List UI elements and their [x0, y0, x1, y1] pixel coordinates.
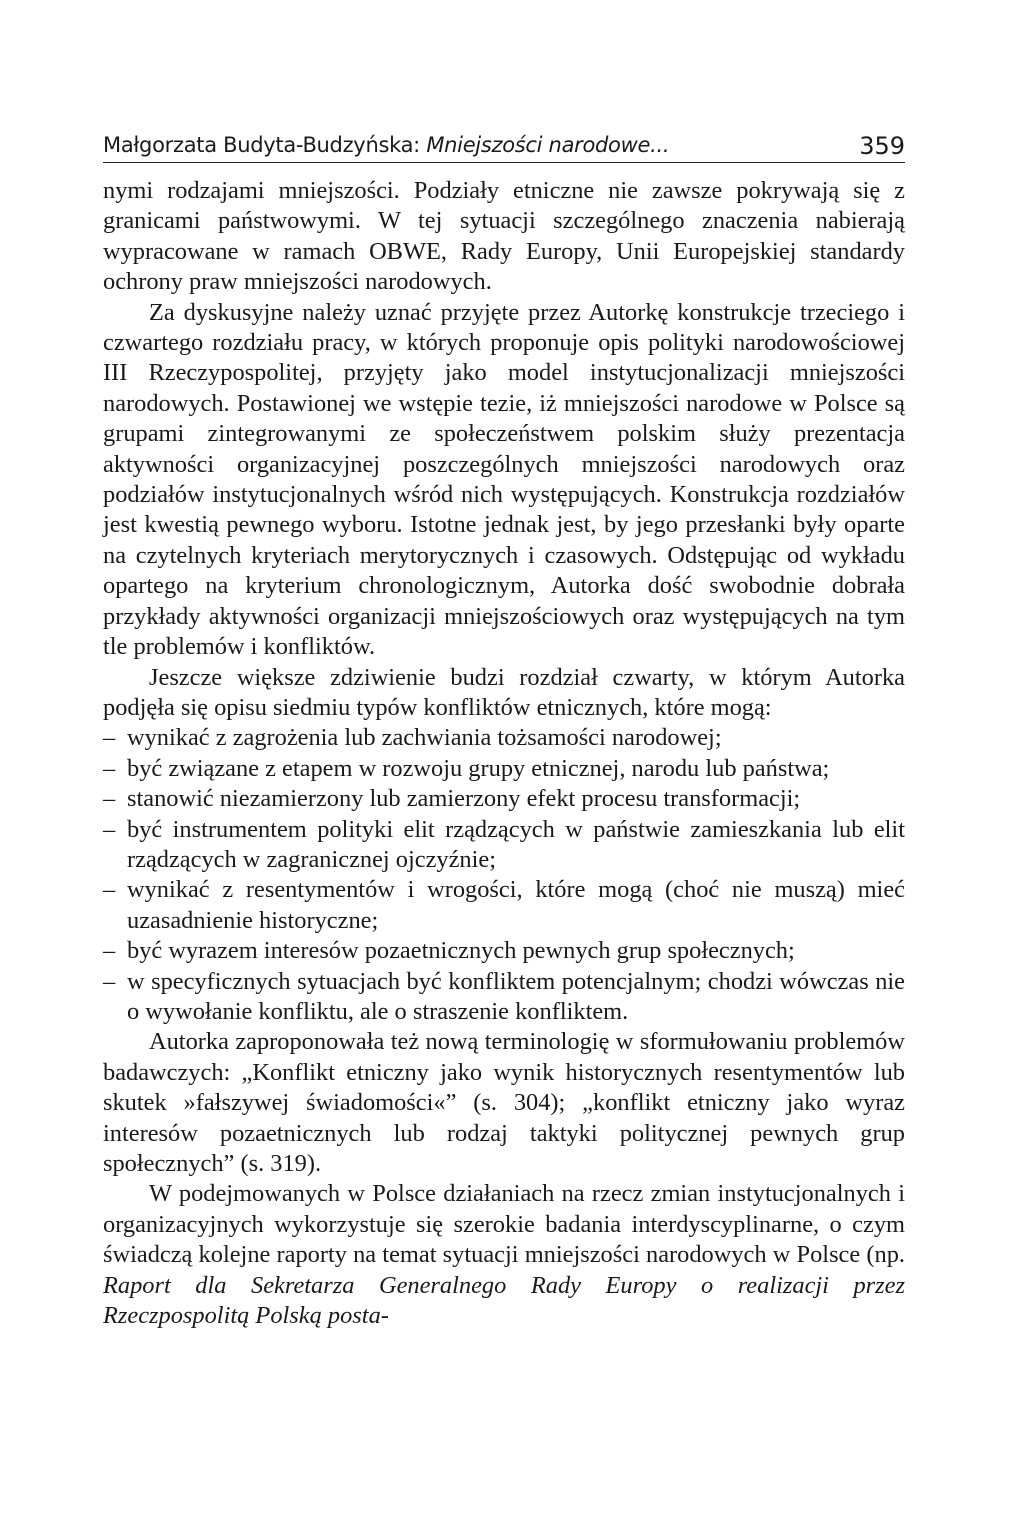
list-item-text: być instrumentem polityki elit rządzących w państwie zamieszkania lub elit rządzących w zagranicznej ojczyźnie;	[127, 815, 905, 873]
report-title-italic: Raport dla Sekretarza Generalnego Rady Europy o realizacji przez Rzeczpospolitą Polską posta-	[103, 1271, 905, 1330]
paragraph-5	[103, 1179, 905, 1331]
list-item	[103, 754, 905, 784]
list-item	[103, 815, 905, 876]
paragraph-5-text: W podejmowanych w Polsce działaniach na rzecz zmian instytucjonalnych i organizacyjnych wykorzystuje się szerokie badania interdyscyplinarne, o czym świadczą kolejne raporty na temat sytuacji mniejszości narodowych w Polsce (np.	[103, 1180, 905, 1269]
list-item	[103, 875, 905, 936]
list-dash: –	[103, 754, 116, 782]
conflict-types-list	[103, 723, 905, 1027]
list-dash: –	[103, 724, 116, 752]
page-number: 359	[859, 132, 905, 160]
list-item	[103, 936, 905, 966]
list-item-text: być wyrazem interesów pozaetnicznych pewnych grup społecznych;	[127, 937, 795, 965]
list-item-text: być związane z etapem w rozwoju grupy etnicznej, narodu lub państwa;	[127, 754, 830, 782]
body-text	[103, 176, 905, 1331]
list-dash: –	[103, 785, 116, 813]
header-book-title: Mniejszości narodowe...	[426, 133, 670, 157]
list-item	[103, 967, 905, 1028]
list-dash: –	[103, 876, 116, 904]
paragraph-2: Za dyskusyjne należy uznać przyjęte przez Autorkę konstrukcje trzeciego i czwartego rozdziału pracy, w których proponuje opis polityki narodowościowej III Rzeczypospolitej, przyjęty jako model instytucjonalizacji mniejszości narodowych. Postawionej we wstępie tezie, iż mniejszości narodowe w Polsce są grupami zintegrowanymi ze społeczeństwem polskim służy prezentacja aktywności organizacyjnej poszczególnych mniejszości narodowych oraz podziałów instytucjonalnych wśród nich występujących. Konstrukcja rozdziałów jest kwestią pewnego wyboru. Istotne jednak jest, by jego przesłanki były oparte na czytelnych kryteriach merytorycznych i czasowych. Odstępując od wykładu opartego na kryterium chronologicznym, Autorka dość swobodnie dobrała przykłady aktywności organizacji mniejszościowych oraz występujących na tym tle problemów i konfliktów.	[103, 298, 905, 661]
list-dash: –	[103, 937, 116, 965]
paragraph-3: Jeszcze większe zdziwienie budzi rozdział czwarty, w którym Autorka podjęła się opisu siedmiu typów konfliktów etnicznych, które mogą:	[103, 663, 905, 721]
list-item-text: wynikać z zagrożenia lub zachwiania tożsamości narodowej;	[127, 724, 722, 752]
header-citation	[103, 133, 669, 157]
list-dash: –	[103, 815, 116, 843]
paragraph-4: Autorka zaproponowała też nową terminologię w sformułowaniu problemów badawczych: „Konflikt etniczny jako wynik historycznych resentymentów lub skutek »fałszywej świadomości«” (s. 304); „konflikt etniczny jako wyraz interesów pozaetnicznych lub rodzaj taktyki politycznej pewnych grup społecznych” (s. 319).	[103, 1028, 905, 1177]
running-header	[103, 128, 905, 163]
list-item-text: stanowić niezamierzony lub zamierzony efekt procesu transformacji;	[127, 785, 801, 813]
list-item	[103, 784, 905, 814]
list-item-text: w specyficznych sytuacjach być konfliktem potencjalnym; chodzi wówczas nie o wywołanie konfliktu, ale o straszenie konfliktem.	[127, 967, 905, 1025]
list-dash: –	[103, 967, 116, 995]
list-item	[103, 723, 905, 753]
paragraph-1: nymi rodzajami mniejszości. Podziały etniczne nie zawsze pokrywają się z granicami państwowymi. W tej sytuacji szczególnego znaczenia nabierają wypracowane w ramach OBWE, Rady Europy, Unii Europejskiej standardy ochrony praw mniejszości narodowych.	[103, 177, 905, 296]
header-author: Małgorzata Budyta-Budzyńska:	[103, 133, 420, 157]
list-item-text: wynikać z resentymentów i wrogości, które mogą (choć nie muszą) mieć uzasadnienie historyczne;	[127, 876, 905, 934]
